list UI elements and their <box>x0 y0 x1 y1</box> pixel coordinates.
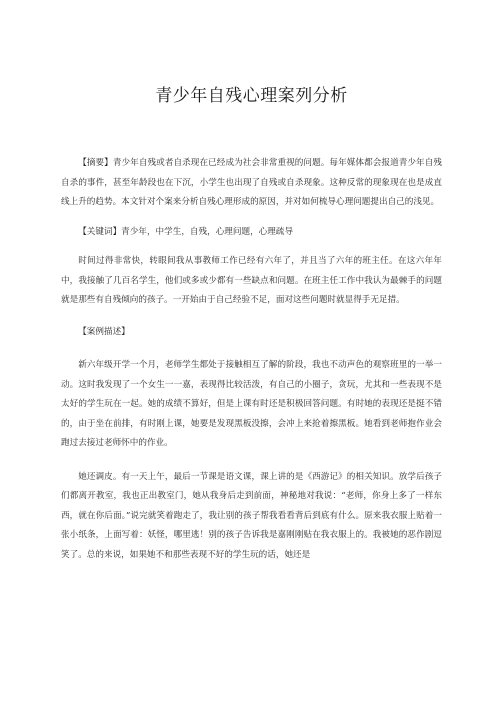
abstract-tag: 【摘要】 <box>78 158 113 168</box>
case-paragraph-2: 她还调皮。有一天上午，最后一节课是语文课，课上讲的是《西游记》的相关知识。放学后孩子们都离开教室，我也正出教室门，她从我身后走到前面，神秘地对我说：“老师，你身上多了一样东西，就在你后面。”说完就笑着跑走了，我让别的孩子帮我看看背后到底有什么。原来我衣服上贴着一张小纸条，上面写着：妖怪，哪里逃！别的孩子告诉我是嘉刚刚贴在我衣服上的。我被她的恶作剧逗笑了。总的来说，如果她不和那些表现不好的学生玩的话，她还是 <box>61 471 442 560</box>
keywords-text: 青少年，中学生，自残，心理问题，心理疏导 <box>121 226 294 237</box>
abstract-text: 青少年自残或者自杀现在已经成为社会非常重视的问题。每年媒体都会报道青少年自残自杀的事件，甚至年龄段也在下沉，小学生也出现了自残或自杀现象。这种反常的现象现在也是成直线上升的趋势。本文针对个案来分析自残心理形成的原因，并对如何梳导心理问题提出自己的浅见。 <box>61 158 442 207</box>
intro-paragraph: 时间过得非常快，转眼间我从事教师工作已经有六年了，并且当了六年的班主任。在这六年年中，我接触了几百名学生，他们或多或少都有一些缺点和问题。在班主任工作中我认为最棘手的问题就是那些有自残倾向的孩子。一开始由于自己经验不足，面对这些问题时就显得手无足措。 <box>61 256 442 305</box>
keywords-tag: 【关键词】 <box>78 226 122 237</box>
case-section-heading: 【案例描述】 <box>78 326 130 337</box>
keywords-paragraph <box>61 223 442 243</box>
document-title: 青少年自残心理案列分析 <box>155 86 348 106</box>
case-paragraph-1: 新六年级开学一个月，老师学生都处于接触相互了解的阶段，我也不动声色的观察班里的一举一动。这时我发现了一个女生一一嘉，表现得比较活泼，有自己的小圈子，贪玩，尤其和一些表现不是太好的学生玩在一起。她的成绩不算好，但是上课有时还是积极回答问题。有时她的表现还是挺不错的，由于坐在前排，有时刚上课，她要是发现黑板没擦，会冲上来抢着擦黑板。她看到老师抱作业会跑过去接过老师怀中的作业。 <box>61 360 442 448</box>
abstract-paragraph <box>61 154 442 213</box>
